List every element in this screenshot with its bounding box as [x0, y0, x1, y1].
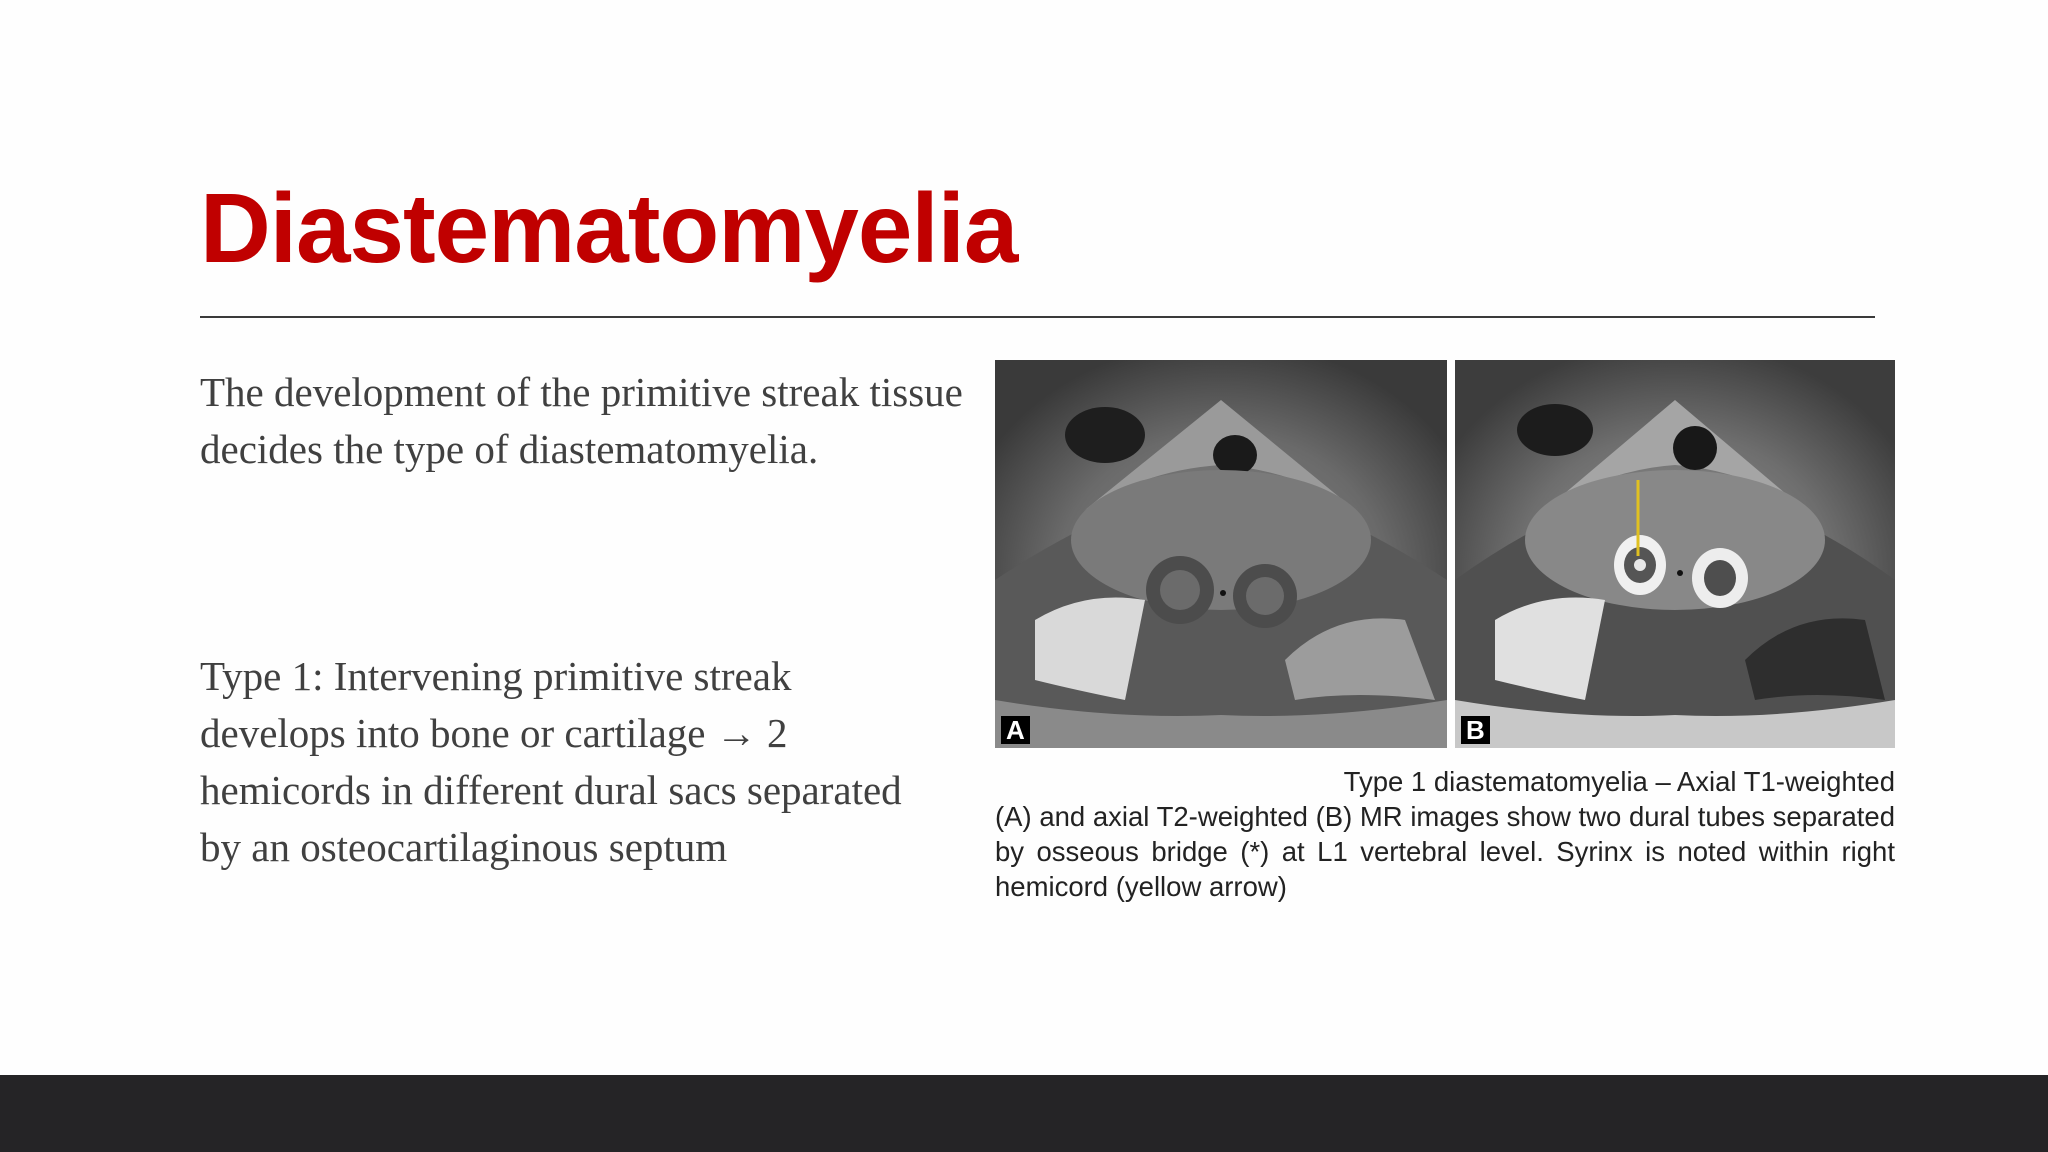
body-paragraph-1: The development of the primitive streak tissue decides the type of diastematomyelia.: [200, 369, 963, 472]
mri-figure: [995, 360, 1895, 750]
body-paragraph-2: Type 1: Intervening primitive streak develops into bone or cartilage → 2 hemicords in different dural sacs separated by an osteocartilaginous septum: [200, 653, 902, 870]
footer-bar: [0, 1075, 2048, 1152]
mri-panel-b-image: [1455, 360, 1895, 748]
panel-a-label: A: [1001, 716, 1030, 744]
panel-b-label: B: [1461, 716, 1490, 744]
figure-caption-body: (A) and axial T2-weighted (B) MR images show two dural tubes separated by osseous bridge (*) at L1 vertebral level. Syrinx is noted within right hemicord (yellow arrow): [995, 801, 1895, 902]
title-divider: [200, 316, 1875, 318]
figure-caption: [995, 764, 1895, 904]
slide-title: Diastematomyelia: [200, 173, 1018, 283]
figure-caption-line1: Type 1 diastematomyelia – Axial T1-weighted: [1343, 766, 1895, 797]
mri-panel-a-image: [995, 360, 1447, 748]
